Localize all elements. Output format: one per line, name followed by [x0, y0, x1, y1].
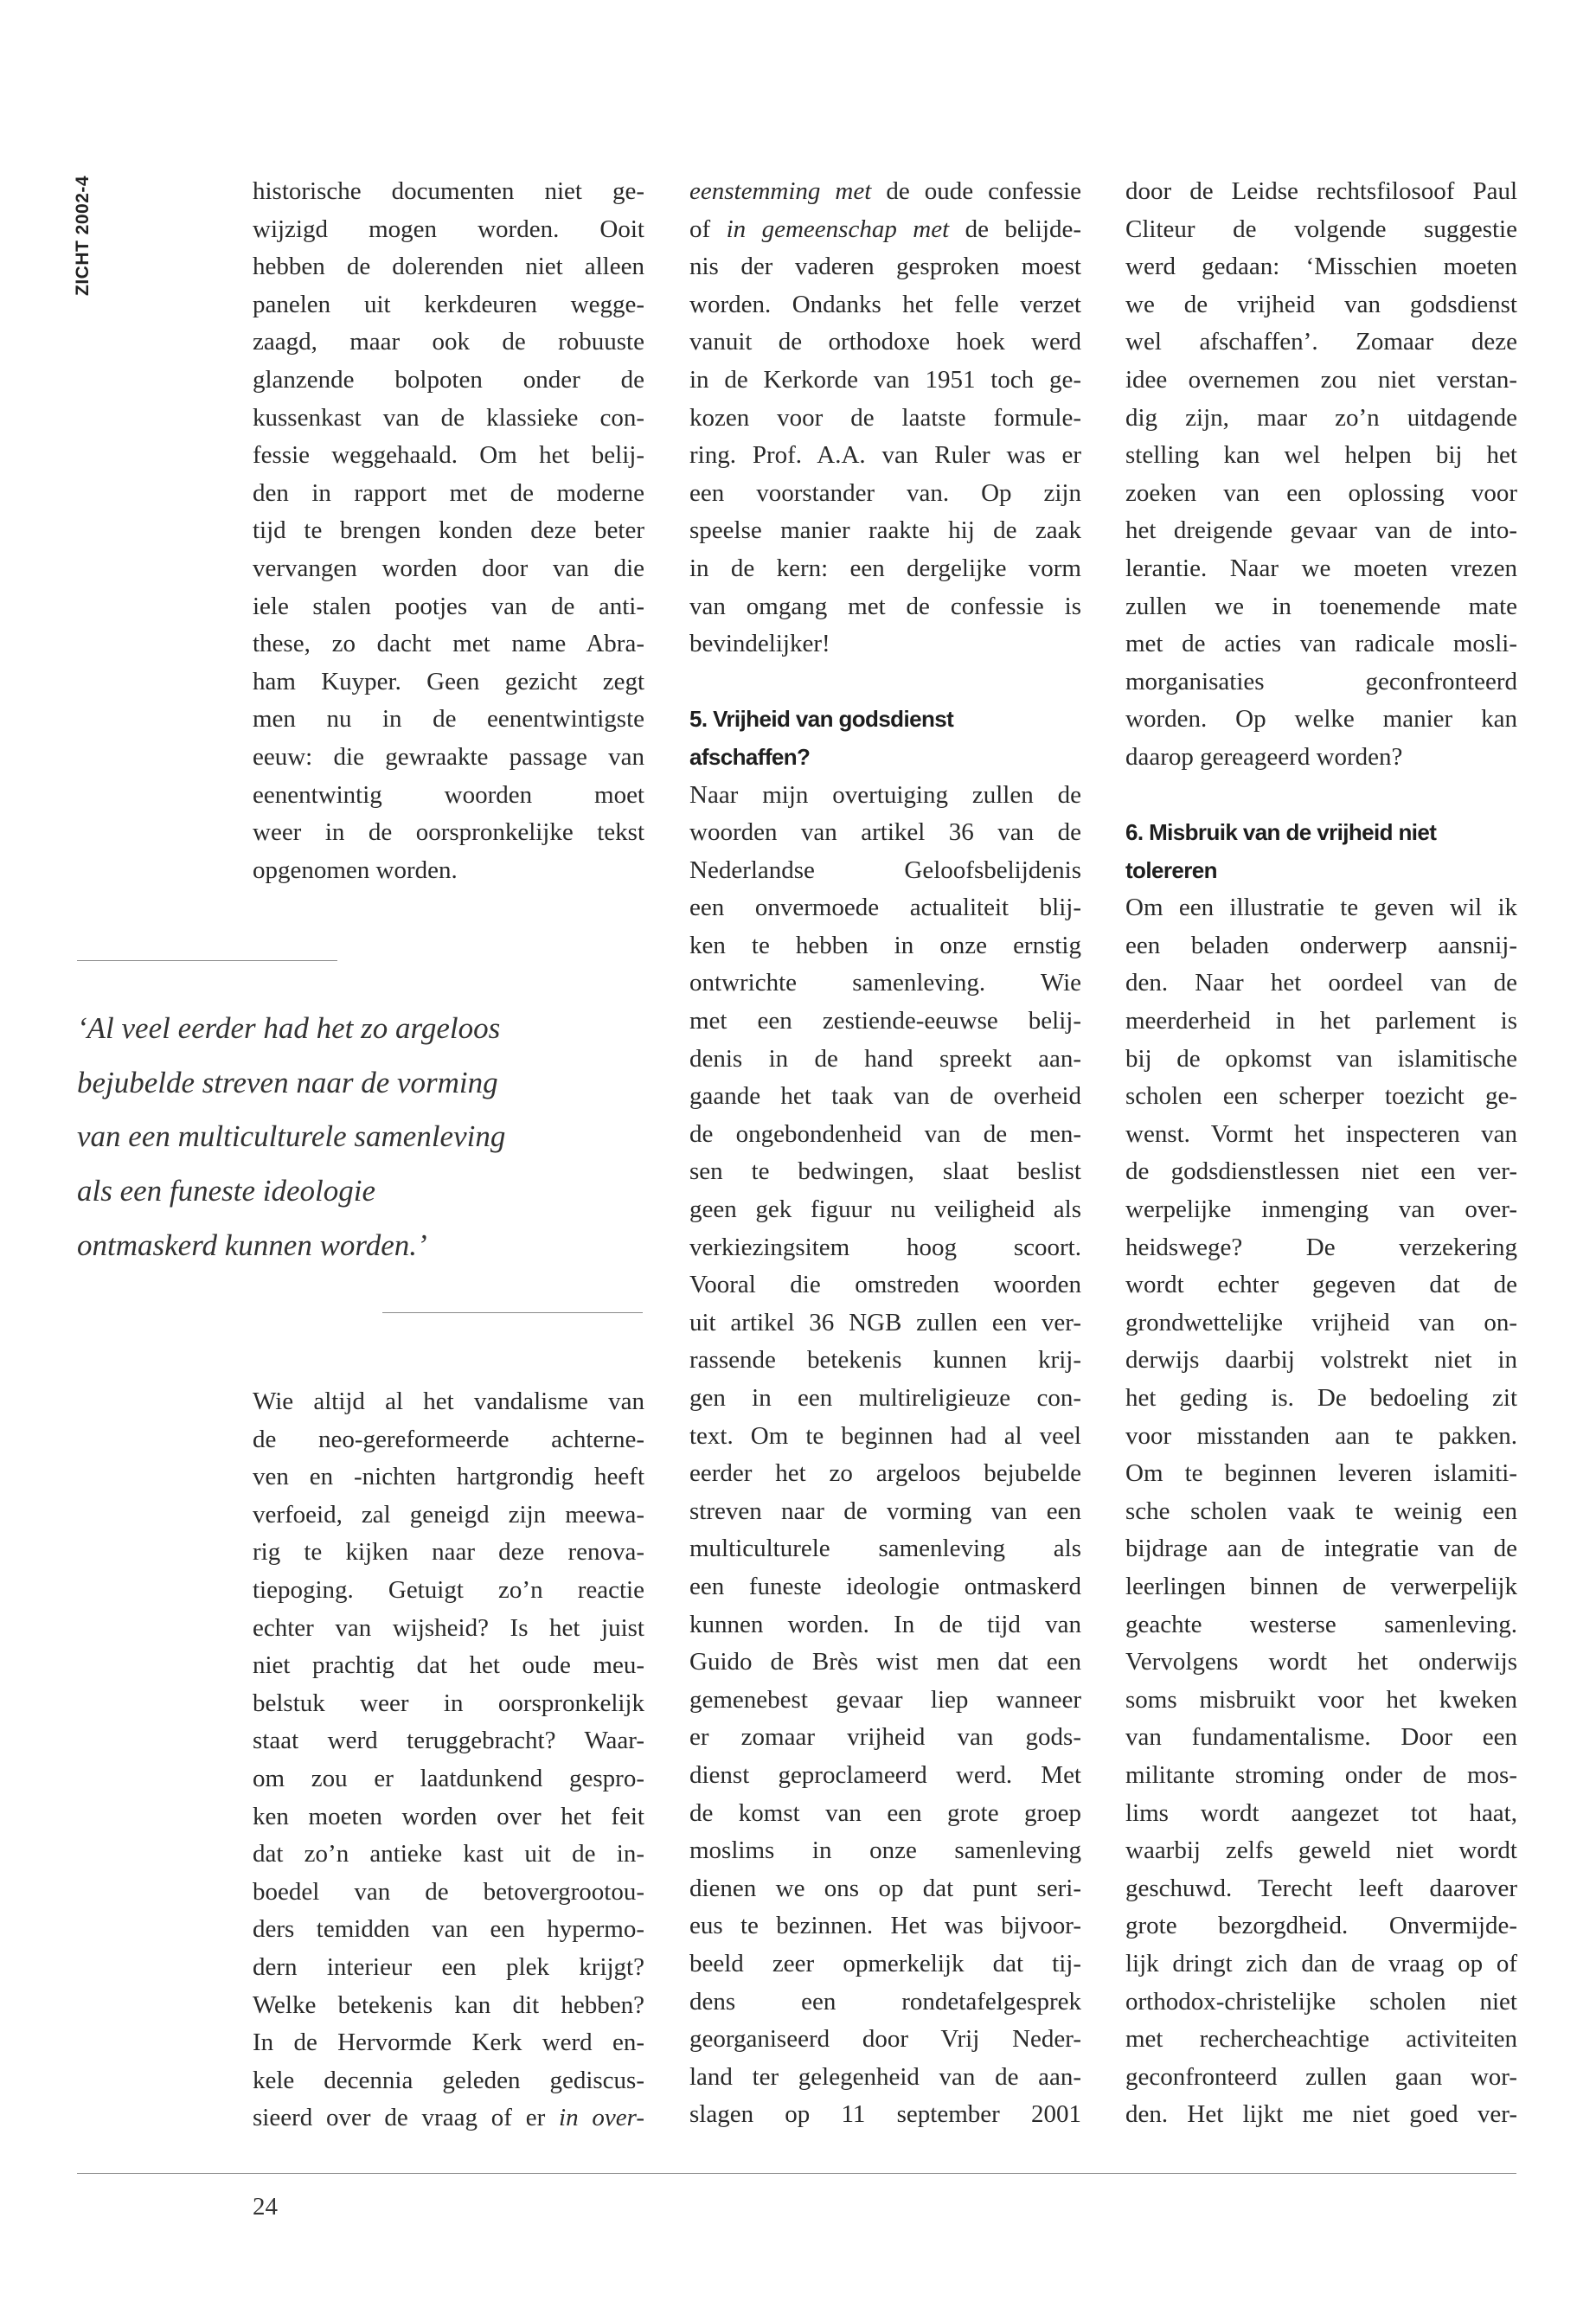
text-line: zullen we in toenemende mate	[1125, 592, 1517, 620]
text-line: grote bezorgdheid. Onvermijde-	[1125, 1912, 1517, 1940]
text-line: verfoeid, zal geneigd zijn meewa-	[253, 1500, 644, 1529]
text-line: streven naar de vorming van een	[689, 1497, 1081, 1525]
text-line: met de acties van radicale mosli-	[1125, 630, 1517, 658]
text-line: ders temidden van een hypermo-	[253, 1915, 644, 1944]
text-line: gaande het taak van de overheid	[689, 1082, 1081, 1111]
text-line: meerderheid in het parlement is	[1125, 1007, 1517, 1035]
text-line: door de Leidse rechtsfilosoof Paul	[1125, 177, 1517, 205]
text-line: geachte westerse samenleving.	[1125, 1610, 1517, 1638]
text-segment: de belijde-	[949, 215, 1081, 243]
column-1-top	[253, 173, 644, 889]
text-line: dat zo’n antieke kast uit de in-	[253, 1840, 644, 1868]
text-line: kussenkast van de klassieke con-	[253, 403, 644, 432]
text-line	[689, 211, 1081, 249]
text-line: speelse manier raakte hij de zaak	[689, 516, 1081, 545]
text-line: de neo-gereformeerde achterne-	[253, 1425, 644, 1453]
text-line: werpelijke inmenging van over-	[1125, 1195, 1517, 1224]
text-line: eeuw: die gewraakte passage van	[253, 742, 644, 771]
text-line: er zomaar vrijheid van gods-	[689, 1723, 1081, 1752]
text-line: dig zijn, maar zo’n uitdagende	[1125, 403, 1517, 432]
text-line: scholen een scherper toezicht ge-	[1125, 1082, 1517, 1111]
pull-quote-line: als een funeste ideologie	[77, 1174, 376, 1208]
text-line: fessie weggehaald. Om het belij-	[253, 441, 644, 470]
text-line: idee overnemen zou niet verstan-	[1125, 365, 1517, 394]
text-line: in de kern: een dergelijke vorm	[689, 554, 1081, 582]
text-line: men nu in de eenentwintigste	[253, 705, 644, 734]
text-line: kunnen worden. In de tijd van	[689, 1610, 1081, 1638]
text-line: heidswege? De verzekering	[1125, 1233, 1517, 1261]
text-line: belstuk weer in oorspronkelijk	[253, 1689, 644, 1717]
text-line: vervangen worden door van die	[253, 554, 644, 582]
text-line: dienst geproclameerd werd. Met	[689, 1760, 1081, 1789]
text-line: wordt echter gegeven dat de	[1125, 1271, 1517, 1299]
text-line: glanzende bolpoten onder de	[253, 365, 644, 394]
text-line: text. Om te beginnen had al veel	[689, 1421, 1081, 1450]
text-line: zoeken van een oplossing voor	[1125, 478, 1517, 507]
pull-quote-top-rule	[77, 960, 337, 961]
text-line: In de Hervormde Kerk werd en-	[253, 2029, 644, 2057]
text-line: geschuwd. Terecht leeft daarover	[1125, 1874, 1517, 1902]
text-line: boedel van de betovergrootou-	[253, 1877, 644, 1906]
text-line: georganiseerd door Vrij Neder-	[689, 2025, 1081, 2054]
pull-quote	[77, 1002, 505, 1272]
text-line: these, zo dacht met name Abra-	[253, 630, 644, 658]
text-line: staat werd teruggebracht? Waar-	[253, 1727, 644, 1755]
text-line: lijk dringt zich dan de vraag op of	[1125, 1949, 1517, 1977]
text-line: den in rapport met de moderne	[253, 478, 644, 507]
text-line: historische documenten niet ge-	[253, 177, 644, 205]
text-line: dienen we ons op dat punt seri-	[689, 1874, 1081, 1902]
text-line: wijzigd mogen worden. Ooit	[253, 215, 644, 243]
text-line: grondwettelijke vrijheid van on-	[1125, 1308, 1517, 1336]
text-line: niet prachtig dat het oude meu-	[253, 1651, 644, 1680]
text-line: dens een rondetafelgesprek	[689, 1987, 1081, 2016]
text-line: Vooral die omstreden woorden	[689, 1271, 1081, 1299]
text-line: hebben de dolerenden niet alleen	[253, 253, 644, 281]
text-line: derwijs daarbij volstrekt niet in	[1125, 1346, 1517, 1375]
text-line: tijd te brengen konden deze beter	[253, 516, 644, 545]
text-line: wenst. Vormt het inspecteren van	[1125, 1119, 1517, 1148]
text-line: ken moeten worden over het feit	[253, 1802, 644, 1830]
text-line: eenentwintig woorden moet	[253, 780, 644, 809]
text-line: een funeste ideologie ontmaskerd	[689, 1572, 1081, 1600]
text-line: ken te hebben in onze ernstig	[689, 931, 1081, 959]
text-line: eerder het zo argeloos bejubelde	[689, 1459, 1081, 1488]
text-line: om zou er laatdunkend gespro-	[253, 1764, 644, 1792]
text-line: rig te kijken naar deze renova-	[253, 1538, 644, 1567]
text-line: echter van wijsheid? Is het juist	[253, 1613, 644, 1642]
text-line: weer in de oorspronkelijke tekst	[253, 818, 644, 847]
text-line: gen in een multireligieuze con-	[689, 1384, 1081, 1412]
text-line: militante stroming onder de mos-	[1125, 1760, 1517, 1789]
text-line: Naar mijn overtuiging zullen de	[689, 780, 1081, 809]
text-line: moslims in onze samenleving	[689, 1836, 1081, 1865]
section-heading: afschaffen?	[689, 743, 811, 770]
text-line: bijdrage aan de integratie van de	[1125, 1535, 1517, 1563]
column-3	[1125, 173, 1517, 2134]
italic-text: in over-	[559, 2104, 644, 2132]
text-line: van omgang met de confessie is	[689, 592, 1081, 620]
text-line: multiculturele samenleving als	[689, 1535, 1081, 1563]
text-line: daarop gereageerd worden?	[1125, 742, 1403, 771]
text-line	[253, 2099, 644, 2138]
journal-issue-label: ZICHT 2002-4	[73, 175, 93, 296]
text-line: waarbij zelfs geweld niet wordt	[1125, 1836, 1517, 1865]
text-line: vanuit de orthodoxe hoek werd	[689, 328, 1081, 356]
text-line: werd gedaan: ‘Misschien moeten	[1125, 253, 1517, 281]
text-line: panelen uit kerkdeuren wegge-	[253, 290, 644, 318]
text-line: lerantie. Naar we moeten vrezen	[1125, 554, 1517, 582]
text-line: lims wordt aangezet tot haat,	[1125, 1798, 1517, 1827]
text-line: gemenebest gevaar liep wanneer	[689, 1685, 1081, 1714]
section-heading: tolereren	[1125, 856, 1217, 883]
text-line: in de Kerkorde van 1951 toch ge-	[689, 365, 1081, 394]
text-line: kele decennia geleden gediscus-	[253, 2066, 644, 2094]
text-line: Vervolgens wordt het onderwijs	[1125, 1648, 1517, 1676]
text-line	[689, 173, 1081, 211]
text-line: den. Het lijkt me niet goed ver-	[1125, 2100, 1517, 2129]
text-line: Nederlandse Geloofsbelijdenis	[689, 856, 1081, 884]
text-line: Wie altijd al het vandalisme van	[253, 1388, 644, 1415]
text-line: morganisaties geconfronteerd	[1125, 667, 1517, 695]
pull-quote-line: ‘Al veel eerder had het zo argeloos	[77, 1011, 501, 1045]
text-line: Cliteur de volgende suggestie	[1125, 215, 1517, 243]
pull-quote-line: van een multiculturele samenleving	[77, 1119, 506, 1154]
text-line: slagen op 11 september 2001	[689, 2100, 1081, 2129]
section-heading: 6. Misbruik van de vrijheid niet	[1125, 819, 1437, 846]
text-line: bij de opkomst van islamitische	[1125, 1044, 1517, 1073]
text-line: Welke betekenis kan dit hebben?	[253, 1990, 644, 2019]
text-line: eus te bezinnen. Het was bijvoor-	[689, 1912, 1081, 1940]
text-line: ham Kuyper. Geen gezicht zegt	[253, 667, 644, 695]
page-number: 24	[253, 2193, 278, 2221]
text-line: stelling kan wel helpen bij het	[1125, 441, 1517, 470]
text-line: iele stalen pootjes van de anti-	[253, 592, 644, 620]
text-line: land ter gelegenheid van de aan-	[689, 2062, 1081, 2091]
text-line: bevindelijker!	[689, 630, 830, 658]
text-line: opgenomen worden.	[253, 856, 458, 884]
text-line: we de vrijheid van godsdienst	[1125, 290, 1517, 318]
text-line: zaagd, maar ook de robuuste	[253, 328, 644, 356]
text-line: Om een illustratie te geven wil ik	[1125, 894, 1517, 922]
text-line: nis der vaderen gesproken moest	[689, 253, 1081, 281]
text-line: het geding is. De bedoeling zit	[1125, 1384, 1517, 1412]
text-line: ven en -nichten hartgrondig heeft	[253, 1463, 644, 1491]
text-line: soms misbruikt voor het kweken	[1125, 1685, 1517, 1714]
pull-quote-bottom-rule	[382, 1312, 643, 1313]
text-line: sen te bedwingen, slaat beslist	[689, 1157, 1081, 1186]
paragraph-spacer	[689, 663, 1081, 702]
text-line: worden. Ondanks het felle verzet	[689, 290, 1081, 318]
text-line: beeld zeer opmerkelijk dat tij-	[689, 1949, 1081, 1977]
pull-quote-line: bejubelde streven naar de vorming	[77, 1065, 498, 1099]
text-line: van fundamentalisme. Door een	[1125, 1723, 1517, 1752]
text-line: geen gek figuur nu veiligheid als	[689, 1195, 1081, 1224]
text-line: kozen voor de laatste formule-	[689, 403, 1081, 432]
text-line: verkiezingsitem hoog scoort.	[689, 1233, 1081, 1261]
text-line: rassende betekenis kunnen krij-	[689, 1346, 1081, 1375]
text-line: een onvermoede actualiteit blij-	[689, 894, 1081, 922]
text-line: het dreigende gevaar van de into-	[1125, 516, 1517, 545]
text-segment: sieerd over de vraag of er	[253, 2104, 560, 2132]
text-line: sche scholen vaak te weinig een	[1125, 1497, 1517, 1525]
text-segment: de oude confessie	[871, 177, 1081, 205]
text-line: de komst van een grote groep	[689, 1798, 1081, 1827]
text-line: voor misstanden aan te pakken.	[1125, 1421, 1517, 1450]
text-line: ring. Prof. A.A. van Ruler was er	[689, 441, 1081, 470]
text-line: de godsdienstlessen niet een ver-	[1125, 1157, 1517, 1186]
text-line: Om te beginnen leveren islamiti-	[1125, 1459, 1517, 1488]
italic-text: eenstemming met	[689, 177, 872, 205]
text-line: leerlingen binnen de verwerpelijk	[1125, 1572, 1517, 1600]
text-line: een beladen onderwerp aansnij-	[1125, 931, 1517, 959]
column-1-bottom	[253, 1383, 644, 2138]
footer-rule	[77, 2173, 1516, 2174]
text-line: de ongebondenheid van de men-	[689, 1119, 1081, 1148]
text-line: geconfronteerd zullen gaan wor-	[1125, 2062, 1517, 2091]
text-line: uit artikel 36 NGB zullen een ver-	[689, 1308, 1081, 1336]
italic-text: in gemeenschap met	[726, 215, 950, 243]
pull-quote-line: ontmaskerd kunnen worden.’	[77, 1227, 427, 1262]
text-line: met een zestiende-eeuwse belij-	[689, 1007, 1081, 1035]
text-line: den. Naar het oordeel van de	[1125, 969, 1517, 997]
paragraph-spacer	[1125, 777, 1517, 815]
text-line: dern interieur een plek krijgt?	[253, 1952, 644, 1981]
text-segment: of	[689, 215, 727, 243]
column-2	[689, 173, 1081, 2134]
text-line: tiepoging. Getuigt zo’n reactie	[253, 1575, 644, 1604]
section-heading: 5. Vrijheid van godsdienst	[689, 706, 954, 733]
text-line: een voorstander van. Op zijn	[689, 478, 1081, 507]
text-line: denis in de hand spreekt aan-	[689, 1044, 1081, 1073]
text-line: orthodox-christelijke scholen niet	[1125, 1987, 1517, 2016]
text-line: worden. Op welke manier kan	[1125, 705, 1517, 734]
text-line: Guido de Brès wist men dat een	[689, 1648, 1081, 1676]
text-line: wel afschaffen’. Zomaar deze	[1125, 328, 1517, 356]
text-line: woorden van artikel 36 van de	[689, 818, 1081, 847]
text-line: met rechercheachtige activiteiten	[1125, 2025, 1517, 2054]
text-line: ontwrichte samenleving. Wie	[689, 969, 1081, 997]
